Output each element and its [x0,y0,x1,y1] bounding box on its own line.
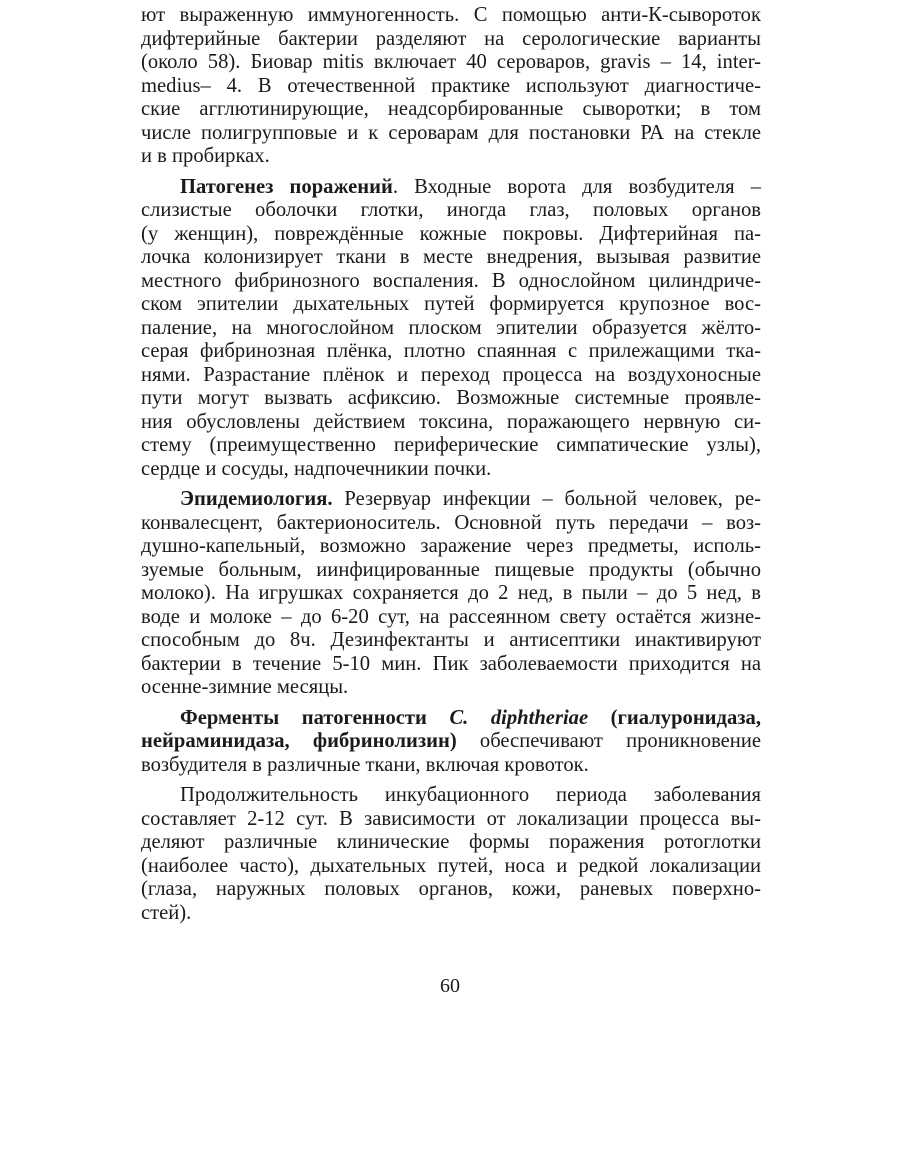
text-line: (глаза, наружных половых органов, кожи, раневых поверхно- [141,878,761,900]
paragraph-serology [141,4,761,169]
text-line: (около 58). Биовар mitis включает 40 сероваров, gravis – 14, inter- [141,51,761,73]
text-line: конвалесцент, бактерионоситель. Основной путь передачи – воз- [141,511,761,534]
text-line: составляет 2-12 сут. В зависимости от локализации процесса вы- [141,807,761,830]
text-line: стей). [141,901,192,924]
paragraph-epidemiology [141,488,761,700]
text-line: возбудителя в различные ткани, включая кровоток. [141,753,589,776]
text-line: лочка колонизирует ткани в месте внедрения, вызывая развитие [141,246,761,268]
text-line [141,176,761,200]
text-fragment: Резервуар инфекции – больной человек, ре- [332,488,761,510]
text-line: числе полигрупповые и к сероварам для постановки РА на стекле [141,121,761,144]
text-line: medius– 4. В отечественной практике используют диагностиче- [141,74,761,97]
species-name: C. diphtheriae [449,706,589,729]
text-line: (у женщин), повреждённые кожные покровы. Дифтерийная па- [141,222,761,245]
text-line: способным до 8ч. Дезинфектанты и антисептики инактивируют [141,629,761,651]
text-line: деляют различные клинические формы поражения ротоглотки [141,831,761,853]
text-line: воде и молоке – до 6-20 сут, на рассеянном свету остаётся жизне- [141,605,761,628]
text-line [141,488,761,512]
text-line [141,707,761,731]
page-number: 60 [440,975,460,997]
text-line: нями. Разрастание плёнок и переход процесса на воздухоносные [141,363,761,386]
text-line: ские агглютинирующие, неадсорбированные сыворотки; в том [141,98,761,120]
body-text [141,4,761,925]
text-line: ском эпителии дыхательных путей формируется крупозное вос- [141,293,761,315]
text-line: молоко). На игрушках сохраняется до 2 нед, в пыли – до 5 нед, в [141,582,761,604]
text-line: зуемые больным, иинфицированные пищевые продукты (обычно [141,558,761,581]
text-fragment: . Входные ворота для возбудителя – [392,175,761,198]
text-line: душно-капельный, возможно заражение через предметы, исполь- [141,535,761,557]
text-line: дифтерийные бактерии разделяют на серологические варианты [141,27,761,50]
paragraph-incubation [141,784,761,925]
text-line: местного фибринозного воспаления. В однослойном цилиндриче- [141,269,761,292]
text-line: пути могут вызвать асфиксию. Возможные системные проявле- [141,387,761,409]
text-line: сердце и сосуды, надпочечникии почки. [141,457,492,480]
text-line: Продолжительность инкубационного периода заболевания [180,784,761,806]
enzymes-list-start: (гиалуронидаза, [588,706,761,729]
text-line: слизистые оболочки глотки, иногда глаз, половых органов [141,199,761,221]
text-line: стему (преимущественно периферические симпатические узлы), [141,434,761,456]
text-line: бактерии в течение 5-10 мин. Пик заболеваемости приходится на [141,652,761,675]
text-line: ют выраженную иммуногенность. С помощью анти-К-сывороток [141,4,761,26]
paragraph-pathogenesis [141,176,761,482]
text-line: и в пробирках. [141,145,270,167]
paragraph-enzymes [141,707,761,778]
text-line [141,730,761,754]
enzymes-heading: Ферменты патогенности [180,706,450,729]
section-heading-pathogenesis: Патогенез поражений [180,175,393,198]
text-line: (наиболее часто), дыхательных путей, носа и редкой локализации [141,854,761,877]
section-heading-epidemiology: Эпидемиология. [180,488,333,510]
text-line: ния обусловлены действием токсина, поражающего нервную си- [141,410,761,433]
enzymes-list-end: нейраминидаза, фибринолизин) [141,730,457,752]
text-line: серая фибринозная плёнка, плотно спаянная с прилежащими тка- [141,340,761,362]
text-line: осенне-зимние месяцы. [141,676,349,698]
text-line: паление, на многослойном плоском эпителии образуется жёлто- [141,316,761,339]
text-fragment: обеспечивают проникновение [456,730,761,752]
